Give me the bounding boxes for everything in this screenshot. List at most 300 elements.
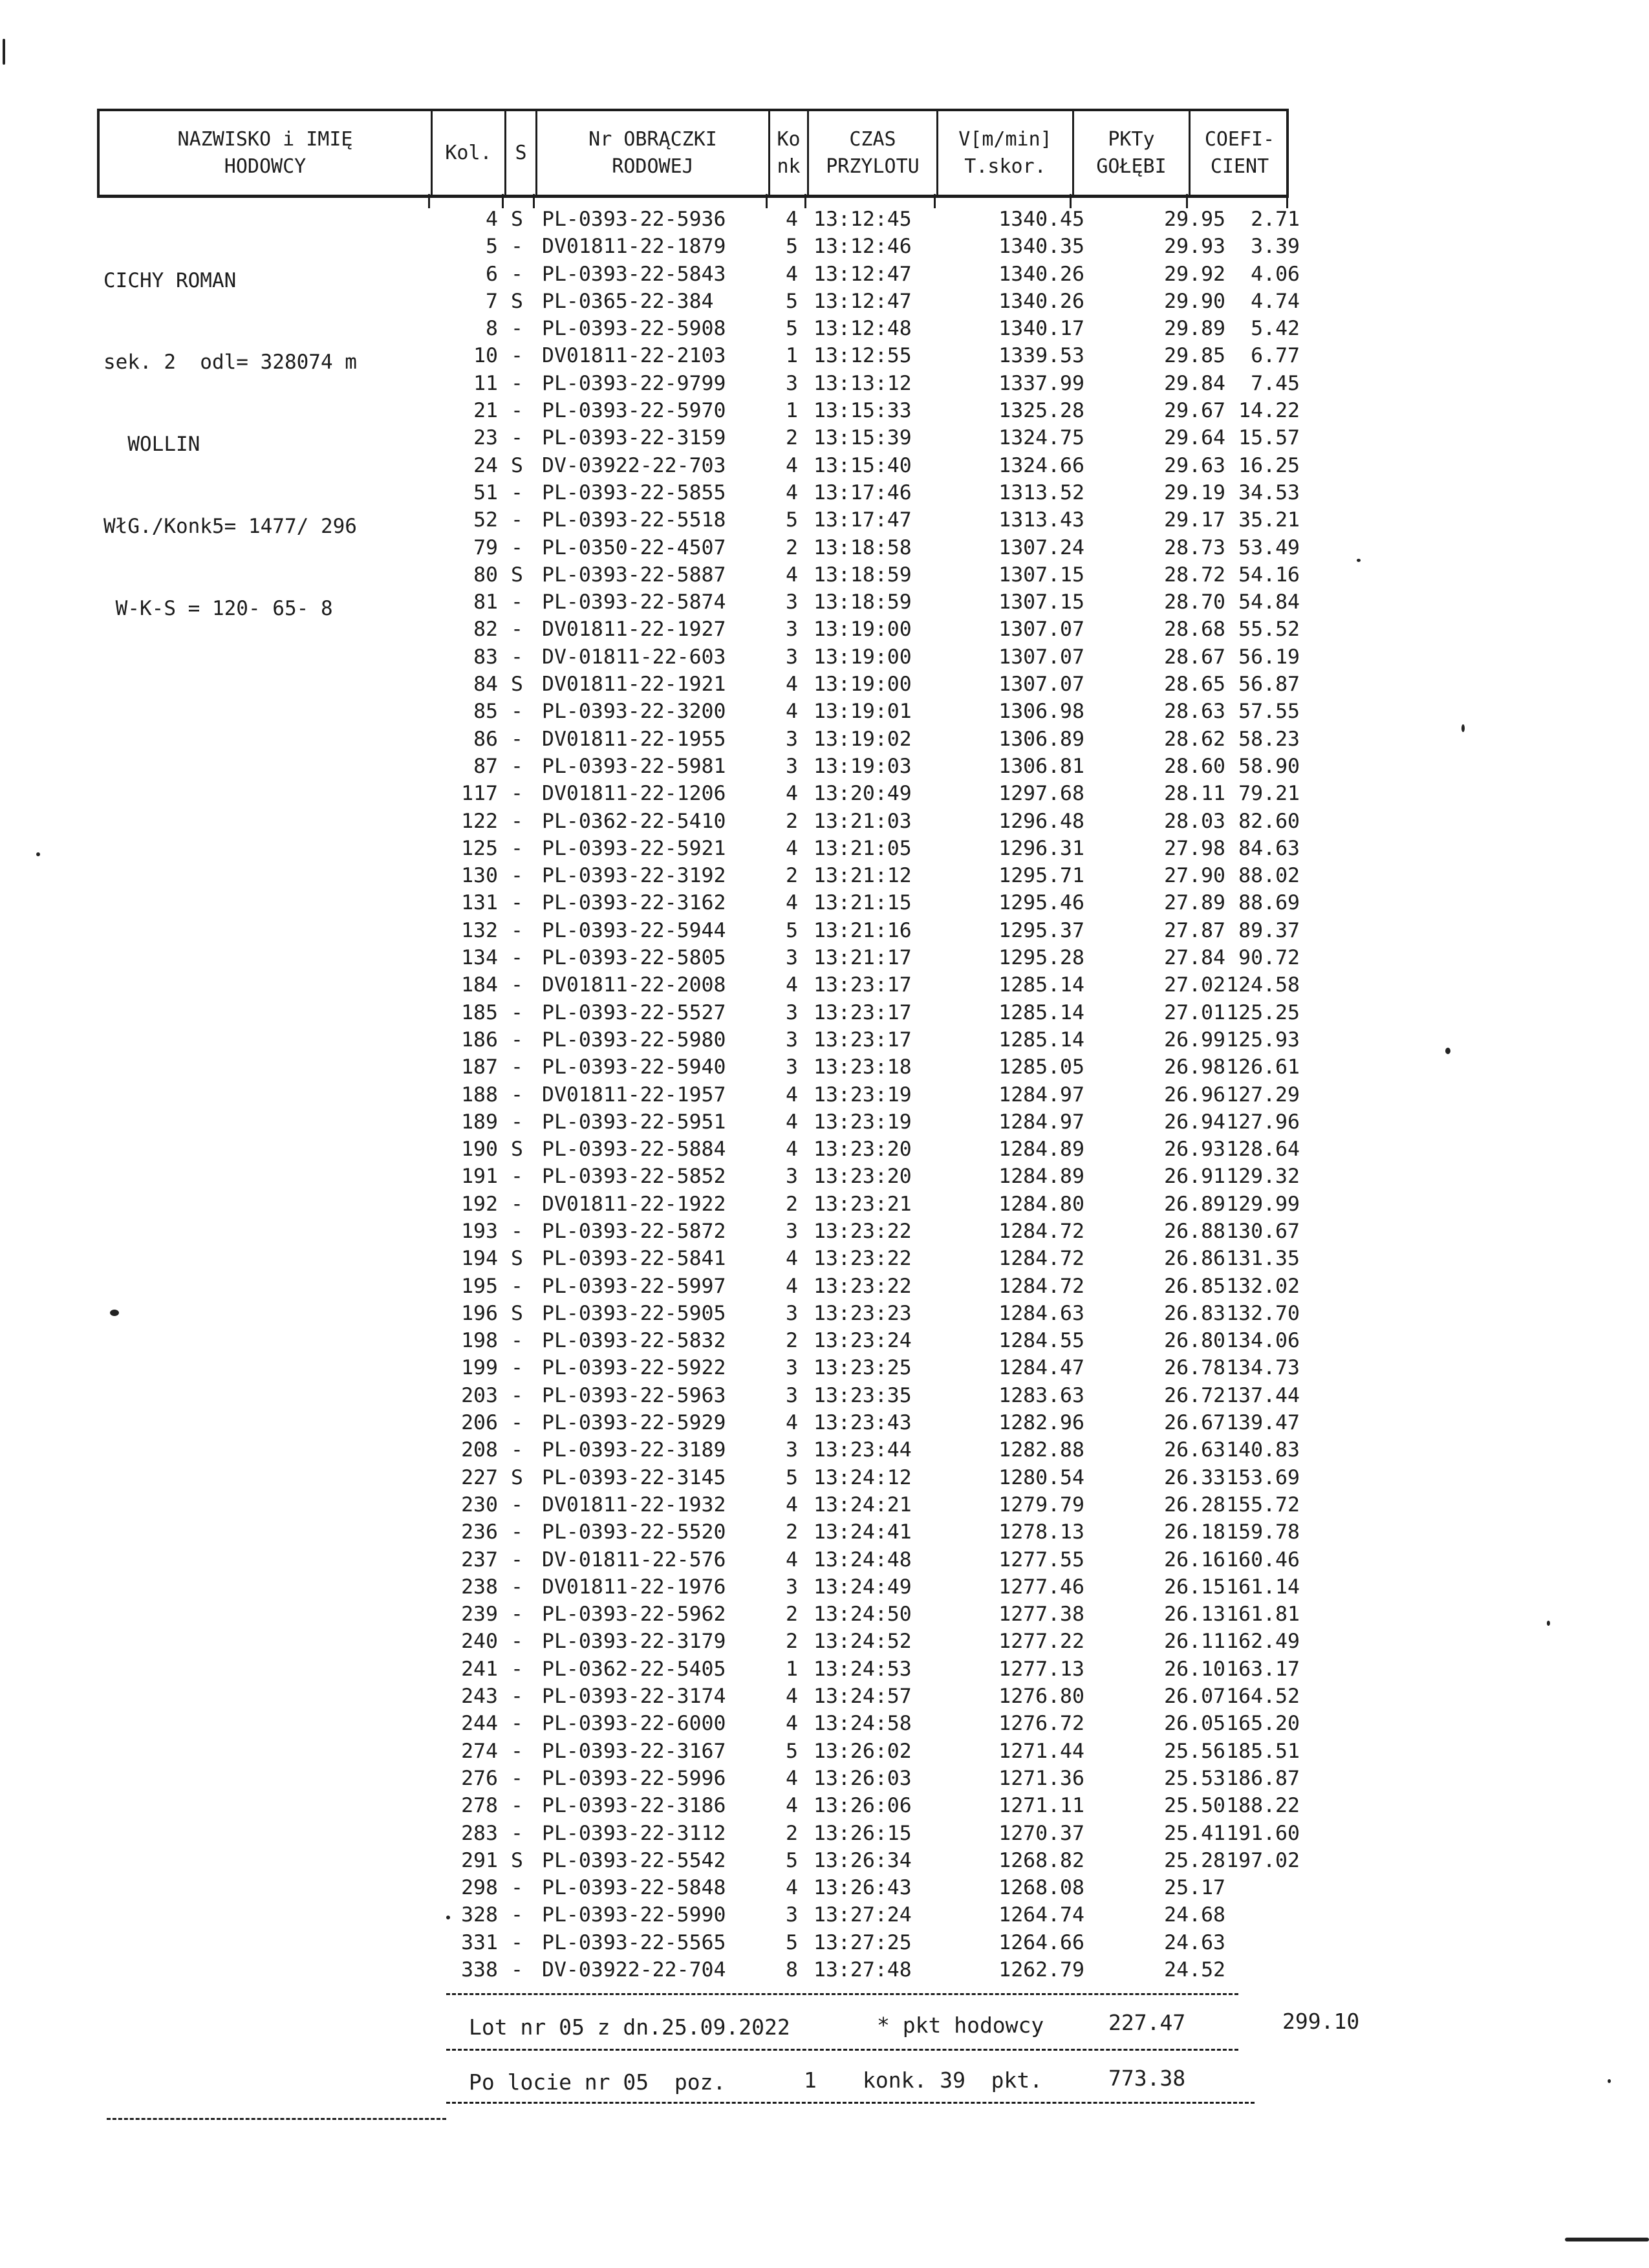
cell-kol: 239: [461, 1603, 498, 1626]
cell-coefficient: 7.45: [1251, 371, 1300, 395]
scan-speck: [1445, 1048, 1450, 1054]
cell-kol: 328: [461, 1903, 498, 1927]
cell-speed: 1285.05: [998, 1055, 1084, 1079]
cell-konk: 4: [786, 1274, 798, 1298]
cell-arrival-time: 13:21:03: [814, 809, 912, 833]
cell-konk: 3: [786, 1575, 798, 1599]
cell-arrival-time: 13:21:05: [814, 836, 912, 860]
cell-ring-number: PL-0393-22-5921: [542, 836, 726, 860]
table-row: [0, 999, 1649, 1026]
cell-coefficient: 127.96: [1226, 1110, 1300, 1134]
cell-speed: 1285.14: [998, 1000, 1084, 1024]
table-row: [0, 1053, 1649, 1080]
cell-s: -: [511, 344, 523, 368]
cell-speed: 1340.17: [998, 317, 1084, 341]
cell-kol: 184: [461, 973, 498, 997]
cell-konk: 5: [786, 235, 798, 259]
cell-ring-number: PL-0393-22-5874: [542, 590, 726, 614]
cell-points: 28.11: [1164, 782, 1225, 806]
cell-arrival-time: 13:26:34: [814, 1848, 912, 1872]
cell-ring-number: PL-0393-22-5940: [542, 1055, 726, 1079]
cell-konk: 2: [786, 1603, 798, 1626]
cell-points: 28.67: [1164, 645, 1225, 669]
cell-speed: 1264.66: [998, 1930, 1084, 1954]
cell-konk: 4: [786, 1138, 798, 1161]
cell-speed: 1277.55: [998, 1548, 1084, 1571]
table-row: [0, 341, 1649, 369]
cell-konk: 8: [786, 1958, 798, 1982]
cell-kol: 236: [461, 1520, 498, 1544]
cell-coefficient: 165.20: [1226, 1712, 1300, 1736]
cell-arrival-time: 13:24:58: [814, 1712, 912, 1736]
cell-konk: 4: [786, 1411, 798, 1435]
cell-s: -: [511, 1958, 523, 1982]
cell-ring-number: PL-0393-22-5980: [542, 1028, 726, 1052]
cell-speed: 1313.52: [998, 481, 1084, 504]
cell-s: -: [511, 1520, 523, 1544]
cell-arrival-time: 13:23:35: [814, 1383, 912, 1407]
cell-arrival-time: 13:24:50: [814, 1603, 912, 1626]
cell-points: 29.84: [1164, 371, 1225, 395]
cell-coefficient: 58.90: [1238, 754, 1300, 778]
table-row: [0, 1655, 1649, 1682]
cell-speed: 1284.72: [998, 1219, 1084, 1243]
cell-coefficient: 161.14: [1226, 1575, 1300, 1599]
cell-konk: 3: [786, 1165, 798, 1189]
cell-ring-number: PL-0393-22-5990: [542, 1903, 726, 1927]
cell-coefficient: 14.22: [1238, 399, 1300, 423]
cell-coefficient: 130.67: [1226, 1219, 1300, 1243]
cell-arrival-time: 13:19:02: [814, 727, 912, 751]
cell-kol: 191: [461, 1165, 498, 1189]
header-breeder-name: NAZWISKO i IMIĘ HODOWCY: [177, 127, 353, 178]
cell-coefficient: 4.74: [1251, 289, 1300, 313]
cell-coefficient: 125.93: [1226, 1028, 1300, 1052]
cell-s: -: [511, 1055, 523, 1079]
cell-points: 28.73: [1164, 535, 1225, 559]
table-row: [0, 615, 1649, 642]
cell-konk: 4: [786, 1685, 798, 1709]
cell-kol: 21: [473, 399, 498, 423]
cell-ring-number: PL-0393-22-5962: [542, 1603, 726, 1626]
cell-s: -: [511, 1685, 523, 1709]
cell-konk: 1: [786, 399, 798, 423]
cell-konk: 5: [786, 1930, 798, 1954]
table-row: [0, 1491, 1649, 1518]
cell-konk: 5: [786, 317, 798, 341]
cell-speed: 1284.80: [998, 1192, 1084, 1216]
cell-konk: 2: [786, 1329, 798, 1353]
table-row: [0, 1764, 1649, 1791]
cell-points: 29.64: [1164, 426, 1225, 450]
cell-konk: 3: [786, 1055, 798, 1079]
table-row: [0, 1627, 1649, 1654]
cell-points: 26.33: [1164, 1465, 1225, 1489]
cell-s: -: [511, 891, 523, 915]
cell-points: 26.63: [1164, 1438, 1225, 1462]
cell-arrival-time: 13:24:49: [814, 1575, 912, 1599]
cell-speed: 1307.07: [998, 645, 1084, 669]
cell-speed: 1282.88: [998, 1438, 1084, 1462]
cell-kol: 190: [461, 1138, 498, 1161]
cell-s: -: [511, 590, 523, 614]
cell-konk: 4: [786, 673, 798, 697]
cell-konk: 4: [786, 262, 798, 286]
cell-ring-number: PL-0362-22-5410: [542, 809, 726, 833]
cell-konk: 1: [786, 344, 798, 368]
cell-arrival-time: 13:26:06: [814, 1794, 912, 1818]
cell-ring-number: DV-01811-22-603: [542, 645, 726, 669]
cell-points: 26.28: [1164, 1493, 1225, 1517]
dashed-separator: [446, 2102, 1255, 2104]
cell-arrival-time: 13:19:03: [814, 754, 912, 778]
table-row: [0, 1600, 1649, 1627]
cell-coefficient: 88.02: [1238, 864, 1300, 888]
cell-points: 26.85: [1164, 1274, 1225, 1298]
cell-s: -: [511, 1438, 523, 1462]
cell-s: -: [511, 1903, 523, 1927]
cell-points: 26.78: [1164, 1356, 1225, 1380]
cell-kol: 193: [461, 1219, 498, 1243]
cell-ring-number: PL-0393-22-5963: [542, 1383, 726, 1407]
cell-kol: 276: [461, 1766, 498, 1790]
cell-points: 29.67: [1164, 399, 1225, 423]
cell-speed: 1270.37: [998, 1821, 1084, 1845]
cell-speed: 1271.11: [998, 1794, 1084, 1818]
cell-arrival-time: 13:23:22: [814, 1274, 912, 1298]
cell-coefficient: 131.35: [1226, 1247, 1300, 1271]
cell-speed: 1285.14: [998, 973, 1084, 997]
cell-ring-number: PL-0393-22-5908: [542, 317, 726, 341]
table-row: [0, 1108, 1649, 1135]
cell-coefficient: 35.21: [1238, 508, 1300, 532]
table-row: [0, 1928, 1649, 1956]
cell-kol: 237: [461, 1548, 498, 1571]
header-ring-number: Nr OBRĄCZKI RODOWEJ: [588, 127, 717, 178]
cell-s: -: [511, 1383, 523, 1407]
cell-coefficient: 140.83: [1226, 1438, 1300, 1462]
cell-s: -: [511, 1712, 523, 1736]
cell-arrival-time: 13:18:59: [814, 563, 912, 587]
cell-s: S: [511, 1465, 523, 1489]
cell-s: S: [511, 1848, 523, 1872]
cell-points: 24.52: [1164, 1958, 1225, 1982]
cell-speed: 1284.97: [998, 1083, 1084, 1107]
cell-ring-number: PL-0393-22-5855: [542, 481, 726, 504]
table-row: [0, 1081, 1649, 1108]
cell-speed: 1284.55: [998, 1329, 1084, 1353]
cell-kol: 87: [473, 754, 498, 778]
cell-ring-number: PL-0365-22-384: [542, 289, 714, 313]
table-row: [0, 643, 1649, 670]
cell-ring-number: PL-0393-22-5872: [542, 1219, 726, 1243]
cell-points: 28.65: [1164, 673, 1225, 697]
cell-s: S: [511, 1138, 523, 1161]
cell-arrival-time: 13:12:45: [814, 208, 912, 231]
cell-speed: 1307.15: [998, 563, 1084, 587]
cell-s: -: [511, 262, 523, 286]
cell-konk: 4: [786, 1794, 798, 1818]
cell-ring-number: PL-0393-22-5997: [542, 1274, 726, 1298]
cell-coefficient: 54.84: [1238, 590, 1300, 614]
table-row: [0, 725, 1649, 752]
cell-points: 29.90: [1164, 289, 1225, 313]
header-kol: Kol.: [445, 141, 492, 164]
cell-kol: 187: [461, 1055, 498, 1079]
header-arrival-time: CZAS PRZYLOTU: [826, 127, 920, 178]
cell-s: -: [511, 399, 523, 423]
cell-ring-number: DV-03922-22-704: [542, 1958, 726, 1982]
cell-ring-number: PL-0393-22-5996: [542, 1766, 726, 1790]
cell-konk: 4: [786, 891, 798, 915]
footer-breeder-points-label: * pkt hodowcy: [877, 2013, 1044, 2038]
cell-speed: 1277.13: [998, 1657, 1084, 1681]
cell-coefficient: 125.25: [1226, 1000, 1300, 1024]
cell-ring-number: PL-0393-22-5936: [542, 208, 726, 231]
cell-points: 25.50: [1164, 1794, 1225, 1818]
cell-arrival-time: 13:24:41: [814, 1520, 912, 1544]
cell-s: -: [511, 1083, 523, 1107]
cell-points: 28.70: [1164, 590, 1225, 614]
table-row: [0, 1682, 1649, 1709]
cell-ring-number: PL-0393-22-3167: [542, 1739, 726, 1763]
cell-konk: 5: [786, 1739, 798, 1763]
table-row: [0, 889, 1649, 916]
cell-points: 25.56: [1164, 1739, 1225, 1763]
cell-ring-number: DV01811-22-2008: [542, 973, 726, 997]
cell-speed: 1295.37: [998, 918, 1084, 942]
header-points: PKTy GOŁĘBI: [1096, 127, 1167, 178]
cell-kol: 86: [473, 727, 498, 751]
cell-points: 28.63: [1164, 700, 1225, 724]
cell-arrival-time: 13:12:48: [814, 317, 912, 341]
cell-s: -: [511, 700, 523, 724]
cell-points: 26.96: [1164, 1083, 1225, 1107]
cell-speed: 1284.97: [998, 1110, 1084, 1134]
cell-ring-number: PL-0393-22-5887: [542, 563, 726, 587]
cell-coefficient: 54.16: [1238, 563, 1300, 587]
cell-speed: 1264.74: [998, 1903, 1084, 1927]
cell-kol: 199: [461, 1356, 498, 1380]
table-row: [0, 834, 1649, 861]
cell-s: -: [511, 918, 523, 942]
cell-speed: 1277.46: [998, 1575, 1084, 1599]
cell-s: -: [511, 1876, 523, 1900]
breeder-section-distance: sek. 2 odl= 328074 m: [103, 351, 357, 374]
cell-s: -: [511, 1329, 523, 1353]
cell-kol: 122: [461, 809, 498, 833]
cell-coefficient: 162.49: [1226, 1630, 1300, 1654]
cell-s: -: [511, 1603, 523, 1626]
cell-kol: 80: [473, 563, 498, 587]
cell-points: 28.62: [1164, 727, 1225, 751]
cell-arrival-time: 13:19:01: [814, 700, 912, 724]
cell-arrival-time: 13:23:19: [814, 1083, 912, 1107]
table-row: [0, 1709, 1649, 1736]
cell-kol: 8: [486, 317, 498, 341]
cell-konk: 3: [786, 1000, 798, 1024]
cell-ring-number: PL-0393-22-6000: [542, 1712, 726, 1736]
cell-coefficient: 159.78: [1226, 1520, 1300, 1544]
cell-coefficient: 58.23: [1238, 727, 1300, 751]
cell-ring-number: PL-0393-22-9799: [542, 371, 726, 395]
cell-ring-number: PL-0393-22-5843: [542, 262, 726, 286]
table-row: [0, 1326, 1649, 1354]
cell-kol: 274: [461, 1739, 498, 1763]
cell-konk: 5: [786, 1848, 798, 1872]
cell-ring-number: PL-0393-22-3186: [542, 1794, 726, 1818]
table-row: [0, 287, 1649, 314]
cell-coefficient: 186.87: [1226, 1766, 1300, 1790]
cell-coefficient: 55.52: [1238, 618, 1300, 642]
footer-breeder-points: 227.47: [1108, 2010, 1186, 2035]
cell-s: -: [511, 836, 523, 860]
cell-speed: 1271.44: [998, 1739, 1084, 1763]
cell-kol: 11: [473, 371, 498, 395]
cell-kol: 24: [473, 453, 498, 477]
cell-ring-number: DV01811-22-1879: [542, 235, 726, 259]
cell-kol: 23: [473, 426, 498, 450]
cell-s: -: [511, 317, 523, 341]
scan-speck: [36, 852, 40, 856]
cell-points: 26.72: [1164, 1383, 1225, 1407]
cell-kol: 192: [461, 1192, 498, 1216]
cell-speed: 1297.68: [998, 782, 1084, 806]
cell-konk: 2: [786, 1192, 798, 1216]
footer-position: 1: [804, 2068, 817, 2093]
cell-arrival-time: 13:15:33: [814, 399, 912, 423]
scan-speck: [446, 1916, 450, 1919]
cell-arrival-time: 13:12:47: [814, 262, 912, 286]
cell-konk: 4: [786, 481, 798, 504]
cell-kol: 230: [461, 1493, 498, 1517]
cell-coefficient: 53.49: [1238, 535, 1300, 559]
cell-coefficient: 188.22: [1226, 1794, 1300, 1818]
cell-speed: 1271.36: [998, 1766, 1084, 1790]
cell-s: -: [511, 1821, 523, 1845]
cell-points: 25.41: [1164, 1821, 1225, 1845]
cell-coefficient: 4.06: [1251, 262, 1300, 286]
cell-coefficient: 16.25: [1238, 453, 1300, 477]
cell-kol: 243: [461, 1685, 498, 1709]
table-row: [0, 451, 1649, 479]
cell-ring-number: DV01811-22-1957: [542, 1083, 726, 1107]
cell-ring-number: PL-0393-22-3159: [542, 426, 726, 450]
scan-speck: [110, 1310, 119, 1316]
cell-s: -: [511, 946, 523, 970]
cell-speed: 1276.72: [998, 1712, 1084, 1736]
cell-kol: 331: [461, 1930, 498, 1954]
cell-konk: 5: [786, 508, 798, 532]
cell-s: -: [511, 371, 523, 395]
cell-kol: 194: [461, 1247, 498, 1271]
cell-coefficient: 89.37: [1238, 918, 1300, 942]
table-row: [0, 1381, 1649, 1409]
cell-s: -: [511, 618, 523, 642]
cell-konk: 4: [786, 1493, 798, 1517]
cell-konk: 4: [786, 1110, 798, 1134]
cell-speed: 1276.80: [998, 1685, 1084, 1709]
table-row: [0, 1846, 1649, 1874]
cell-kol: 241: [461, 1657, 498, 1681]
cell-arrival-time: 13:21:17: [814, 946, 912, 970]
cell-arrival-time: 13:23:18: [814, 1055, 912, 1079]
cell-points: 26.89: [1164, 1192, 1225, 1216]
cell-points: 29.92: [1164, 262, 1225, 286]
cell-kol: 203: [461, 1383, 498, 1407]
cell-konk: 2: [786, 535, 798, 559]
cell-coefficient: 2.71: [1251, 208, 1300, 231]
cell-coefficient: 15.57: [1238, 426, 1300, 450]
cell-arrival-time: 13:18:59: [814, 590, 912, 614]
cell-coefficient: 56.19: [1238, 645, 1300, 669]
cell-kol: 125: [461, 836, 498, 860]
cell-points: 28.03: [1164, 809, 1225, 833]
cell-arrival-time: 13:23:24: [814, 1329, 912, 1353]
cell-ring-number: PL-0393-22-3174: [542, 1685, 726, 1709]
table-row: [0, 260, 1649, 287]
table-row: [0, 916, 1649, 944]
cell-kol: 6: [486, 262, 498, 286]
cell-arrival-time: 13:23:23: [814, 1301, 912, 1325]
table-row: [0, 506, 1649, 533]
cell-s: -: [511, 1219, 523, 1243]
cell-coefficient: 6.77: [1251, 344, 1300, 368]
cell-points: 28.60: [1164, 754, 1225, 778]
cell-konk: 4: [786, 453, 798, 477]
cell-ring-number: PL-0393-22-3200: [542, 700, 726, 724]
cell-kol: 283: [461, 1821, 498, 1845]
cell-ring-number: PL-0362-22-5405: [542, 1657, 726, 1681]
cell-kol: 7: [486, 289, 498, 313]
cell-kol: 83: [473, 645, 498, 669]
cell-ring-number: PL-0393-22-5542: [542, 1848, 726, 1872]
cell-ring-number: PL-0393-22-5981: [542, 754, 726, 778]
cell-konk: 3: [786, 1356, 798, 1380]
cell-coefficient: 56.87: [1238, 673, 1300, 697]
cell-konk: 3: [786, 371, 798, 395]
cell-coefficient: 137.44: [1226, 1383, 1300, 1407]
scan-speck: [1461, 724, 1465, 732]
table-row: [0, 561, 1649, 588]
cell-s: S: [511, 1247, 523, 1271]
table-row: [0, 1463, 1649, 1491]
cell-ring-number: PL-0393-22-5565: [542, 1930, 726, 1954]
cell-speed: 1268.82: [998, 1848, 1084, 1872]
cell-points: 26.13: [1164, 1603, 1225, 1626]
table-row: [0, 314, 1649, 341]
cell-speed: 1339.53: [998, 344, 1084, 368]
cell-kol: 278: [461, 1794, 498, 1818]
cell-s: -: [511, 1630, 523, 1654]
cell-s: S: [511, 1301, 523, 1325]
cell-konk: 4: [786, 1083, 798, 1107]
table-row: [0, 1299, 1649, 1326]
table-row: [0, 1135, 1649, 1162]
cell-kol: 240: [461, 1630, 498, 1654]
cell-points: 26.18: [1164, 1520, 1225, 1544]
cell-ring-number: PL-0393-22-5929: [542, 1411, 726, 1435]
cell-konk: 3: [786, 754, 798, 778]
header-konk: Ko nk: [777, 127, 801, 178]
header-speed: V[m/min] T.skor.: [958, 127, 1052, 178]
cell-kol: 208: [461, 1438, 498, 1462]
cell-coefficient: 90.72: [1238, 946, 1300, 970]
cell-kol: 134: [461, 946, 498, 970]
breeder-counts: WłG./Konk5= 1477/ 296: [103, 515, 357, 539]
cell-points: 27.01: [1164, 1000, 1225, 1024]
cell-s: -: [511, 727, 523, 751]
